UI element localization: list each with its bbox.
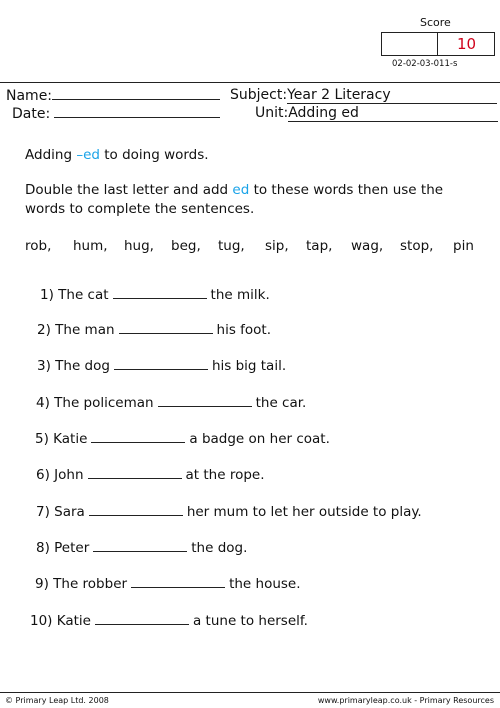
answer-blank[interactable] [158,396,252,407]
sentence-end: his foot. [216,322,272,338]
answer-blank[interactable] [114,359,208,370]
instruction-line-2: words to complete the sentences. [25,201,255,217]
footer-website: www.primaryleap.co.uk - Primary Resources [317,696,494,705]
sentence-row [36,467,265,483]
sentence-end: her mum to let her outside to play. [186,504,422,520]
subject-value: Year 2 Literacy [287,87,497,104]
answer-blank[interactable] [93,541,187,552]
instruction-text: Double the last letter and add [25,182,233,198]
unit-field [255,105,498,122]
answer-blank[interactable] [91,432,185,443]
sentence-row [36,504,422,520]
word-bank-item: rob, [25,238,52,254]
sentence-row [35,576,301,592]
sentence-row [30,613,308,629]
name-label: Name: [6,88,53,104]
sentence-end: the house. [229,576,301,592]
instruction-line-1 [25,182,443,198]
name-field [6,87,220,104]
sentence-end: the car. [255,395,307,411]
footer-rule [0,692,500,693]
word-bank-item: hum, [73,238,108,254]
answer-blank[interactable] [89,505,183,516]
sentence-row [36,540,247,556]
word-bank-item: wag, [351,238,384,254]
sentence-start: 5) Katie [35,431,88,447]
date-label: Date: [12,106,51,122]
sentence-start: 1) The cat [40,287,109,303]
sentence-row [37,322,271,338]
sentence-start: 10) Katie [30,613,91,629]
instruction-text-end: to these words then use the [249,182,444,198]
sentence-row [36,395,306,411]
answer-blank[interactable] [95,614,189,625]
sentence-start: 7) Sara [36,504,85,520]
sentence-end: a tune to herself. [192,613,308,629]
worksheet-code: 02-02-03-011-s [392,59,458,69]
sentence-end: the milk. [210,287,270,303]
sentence-row [40,287,270,303]
answer-blank[interactable] [119,323,213,334]
instruction-suffix: ed [232,182,250,198]
unit-label: Unit: [255,105,289,121]
page-title [25,147,209,163]
sentence-row [37,358,286,374]
title-text: Adding [25,147,77,163]
sentence-start: 8) Peter [36,540,90,556]
sentence-end: the dog. [191,540,248,556]
header-top-rule [0,82,500,83]
title-text-end: to doing words. [99,147,209,163]
sentence-end: his big tail. [211,358,287,374]
footer-copyright: © Primary Leap Ltd. 2008 [5,696,109,705]
title-suffix: –ed [76,147,100,163]
date-line[interactable] [54,105,220,118]
score-value: 10 [456,35,477,53]
name-line[interactable] [52,87,220,100]
sentence-start: 3) The dog [37,358,110,374]
score-label: Score [420,16,451,29]
subject-label: Subject: [230,87,288,103]
sentence-start: 2) The man [37,322,115,338]
word-bank-item: hug, [124,238,154,254]
sentence-end: at the rope. [185,467,265,483]
score-box [381,32,495,56]
sentence-start: 6) John [36,467,84,483]
answer-blank[interactable] [88,468,182,479]
word-bank-item: tug, [218,238,245,254]
sentence-start: 4) The policeman [36,395,154,411]
word-bank-item: sip, [265,238,289,254]
date-field [12,105,220,122]
word-bank-item: stop, [400,238,434,254]
word-bank-item: pin [453,238,474,254]
sentence-start: 9) The robber [35,576,128,592]
sentence-end: a badge on her coat. [189,431,330,447]
answer-blank[interactable] [131,577,225,588]
subject-field [230,87,497,104]
unit-value: Adding ed [288,105,498,122]
sentence-row [35,431,330,447]
answer-blank[interactable] [113,288,207,299]
word-bank-item: beg, [171,238,201,254]
word-bank-item: tap, [306,238,333,254]
